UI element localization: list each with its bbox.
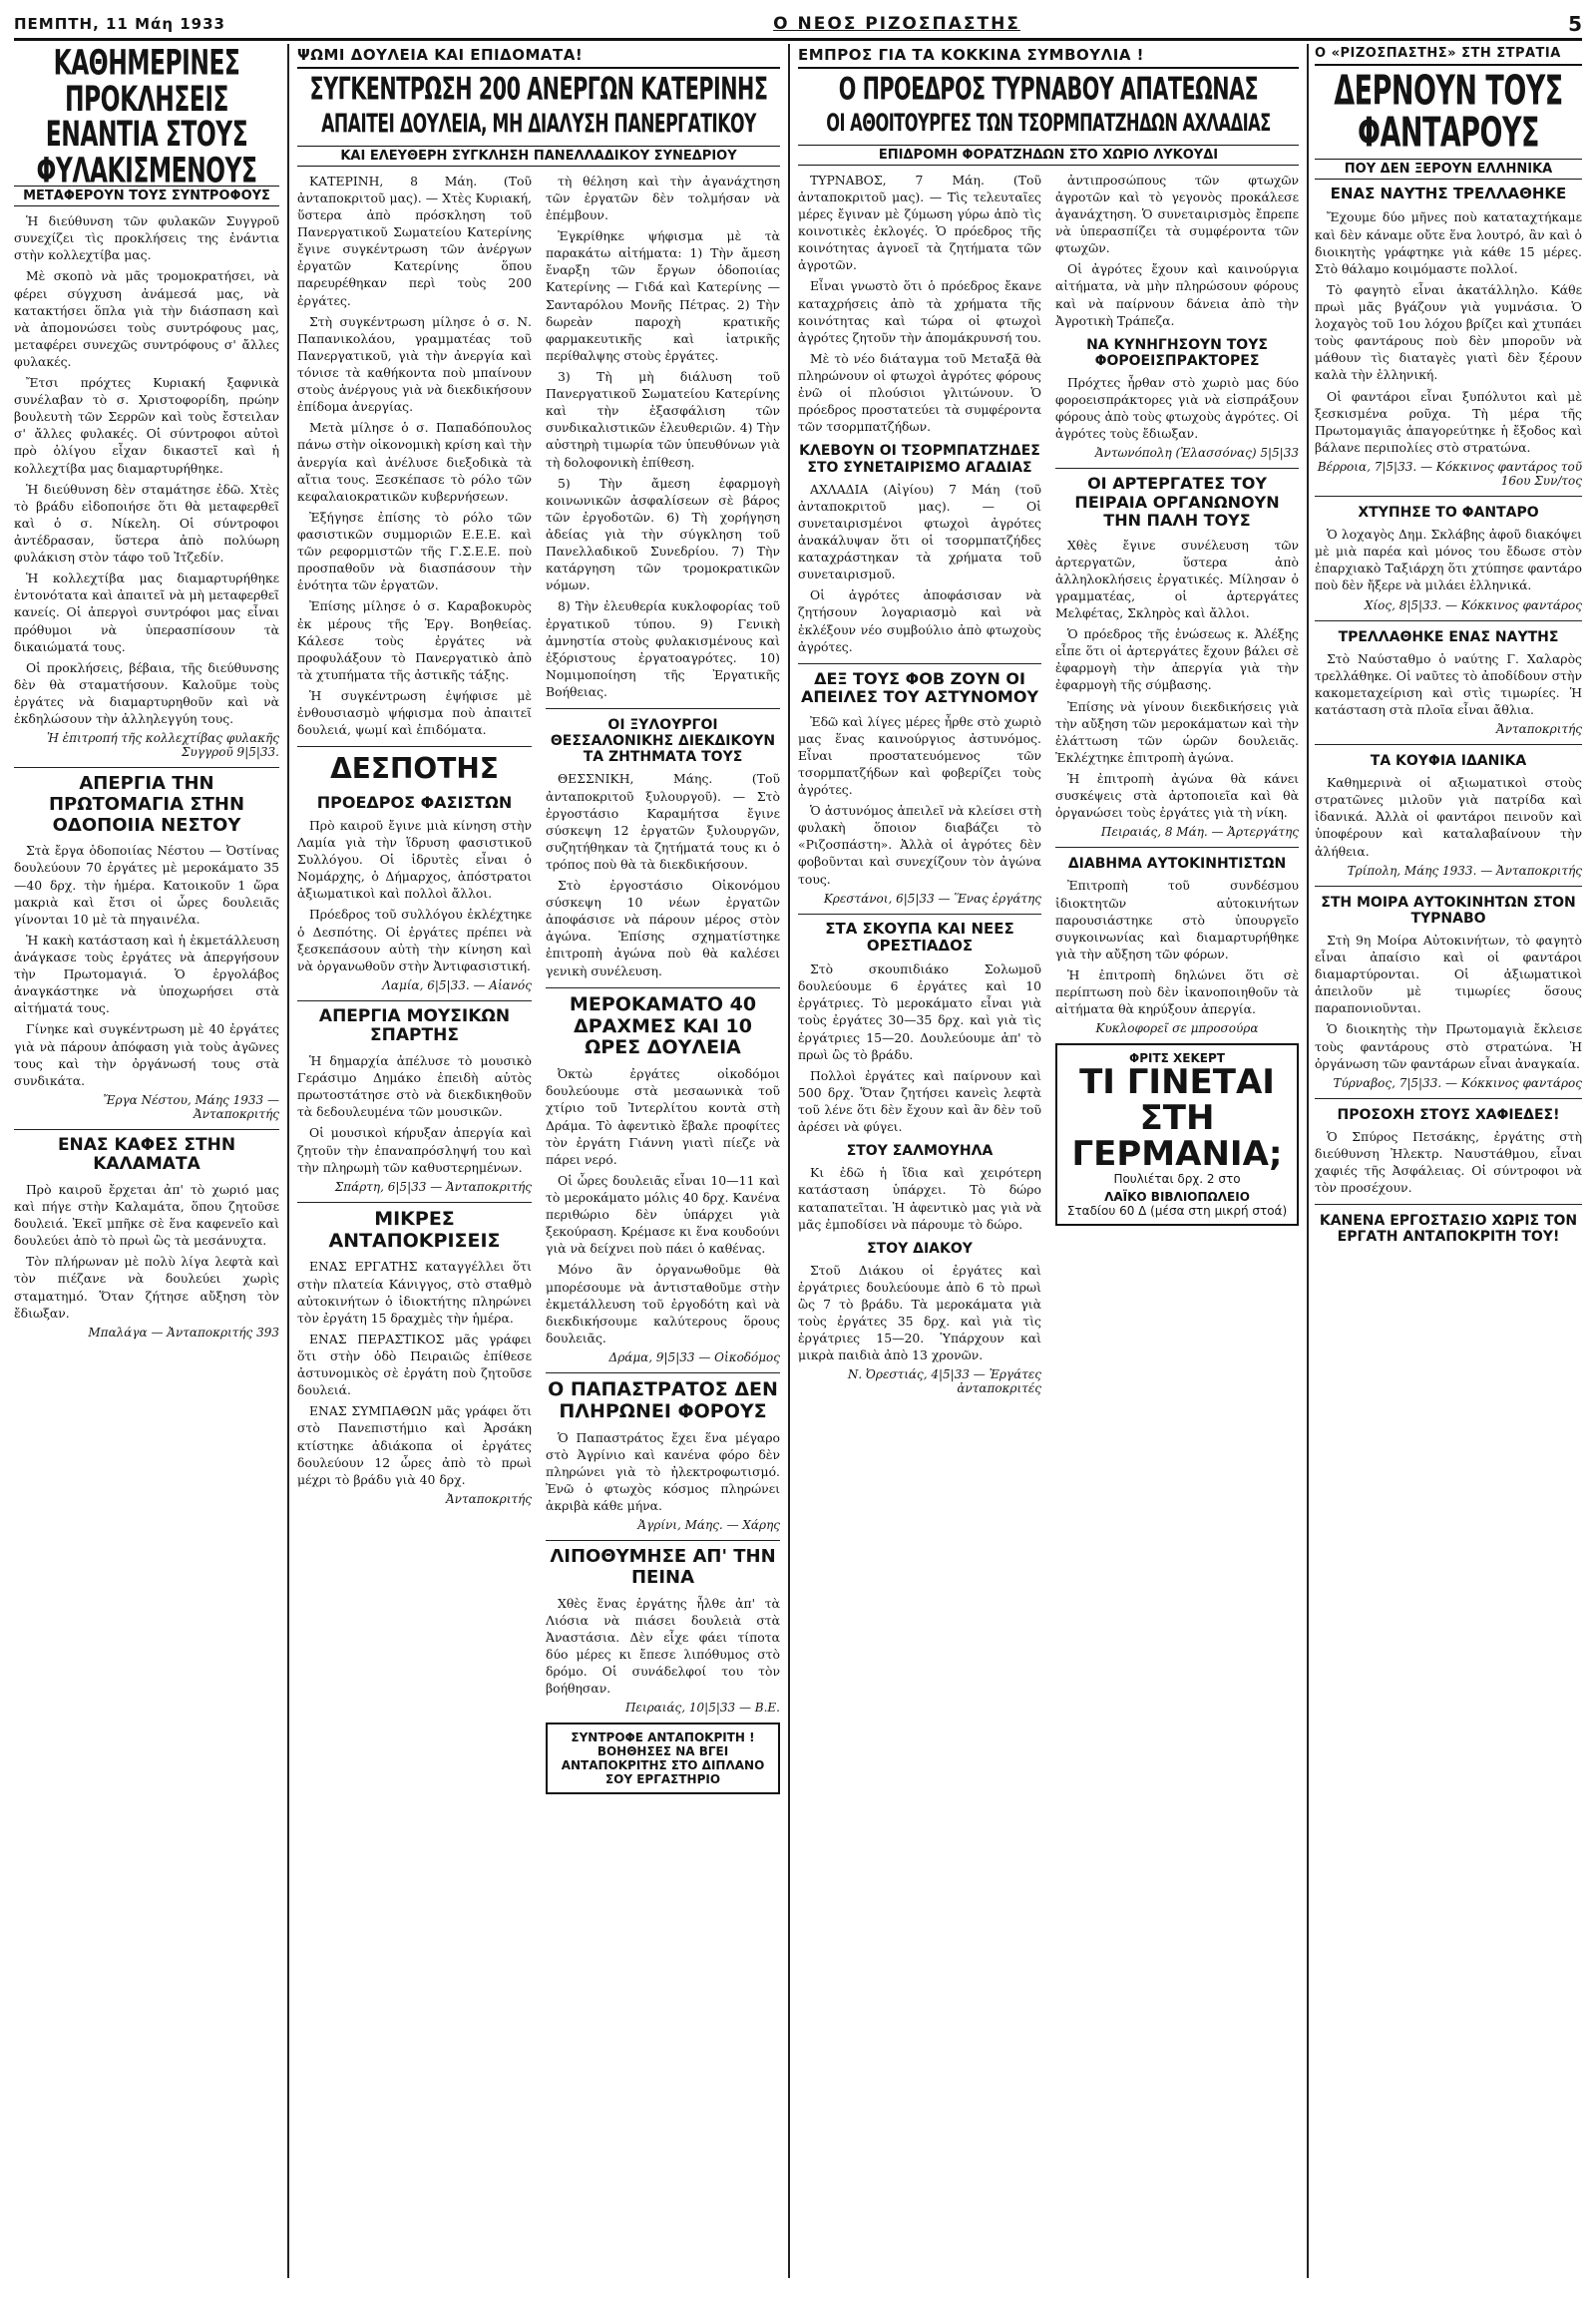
article-text: ἀντιπροσώπους τῶν φτωχῶν ἀγροτῶν καὶ τὸ γεγονὸς προκάλεσε ἀγανάχτηση. Ὁ συνεταιρισμὸς ἔπρεπε νὰ ὑπερασπίζει τὰ συμφέροντα τῶν φτωχῶν. xyxy=(1055,172,1299,256)
article-text: Ἡ διεύθυνση δὲν σταμάτησε ἐδῶ. Χτὲς τὸ βράδυ εἰδοποιήσε ὅτι θὰ μεταφερθεῖ καὶ ὁ σ. Νίκελη. Οἱ σύντροφοι ἀντέδρασαν, ὕστερα ἀπὸ πολύωρη φυλάκιση στὸν τάφο τοῦ Ἰτζεδίν. xyxy=(14,481,279,566)
article-text: Ἡ συγκέντρωση ἐψήφισε μὲ ἐνθουσιασμὸ ψήφισμα ποὺ ἀπαιτεῖ δουλειά, ψωμί καὶ ἐπιδόματα. xyxy=(297,688,532,738)
divider xyxy=(1055,468,1299,469)
column-6 xyxy=(1315,44,1582,2278)
headline-kalamata: ΕΝΑΣ ΚΑΦΕΣ ΣΤΗΝ ΚΑΛΑΜΑΤΑ xyxy=(57,1134,236,1175)
article-text: Στὰ ἔργα ὁδοποιίας Νέστου — Ὀστίνας δουλεύουν 70 ἐργάτες μὲ μεροκάματο 35—40 δρχ. τὴν ἡμέρα. Κατοικοῦν 1 ὥρα μακριὰ καὶ ἔτσι οἱ ὧρες δουλειᾶς γίνονται 10 μὲ τὰ πηγαινέλα. xyxy=(14,843,279,927)
divider xyxy=(1055,847,1299,848)
headline-hollow-ideals: ΤΑ ΚΟΥΦΙΑ ΙΔΑΝΙΚΑ xyxy=(1370,753,1527,770)
article-text: ΕΝΑΣ ΠΕΡΑΣΤΙΚΟΣ μᾶς γράφει ὅτι στὴν ὁδὸ Πειραιῶς ἐπίθεσε ἀστυνομικὸς σὲ ἐργάτη ποὺ ζητοῦσε δουλειά. xyxy=(297,1331,532,1398)
subhead-transfer: ΜΕΤΑΦΕΡΟΥΝ ΤΟΥΣ ΣΥΝΤΡΟΦΟΥΣ xyxy=(14,186,279,206)
article-text: Στὸ Ναύσταθμο ὁ ναύτης Γ. Χαλαρὸς τρελλάθηκε. Οἱ ναῦτες τὸ ἀποδίδουν στὴν κακομεταχείριση καὶ στὶς τιμωρίες. Ἡ κατάσταση στὰ πλοῖα εἶναι ἄθλια. xyxy=(1315,650,1582,717)
byline: Τύρναβος, 7|5|33. — Κόκκινος φαντάρος xyxy=(1333,1075,1582,1090)
article-text: Ἡ κακὴ κατάσταση καὶ ἡ ἐκμετάλλευση ἀνάγκασε τοὺς ἐργάτες νὰ ἀπεργήσουν τὴν Πρωτομαγιά. Ὁ ἐργολάβος ἀναγκάστηκε νὰ ὑποχωρήσει στὰ αἰτήματά τους. xyxy=(14,932,279,1016)
headline-drivers: ΔΙΑΒΗΜΑ ΑΥΤΟΚΙΝΗΤΙΣΤΩΝ xyxy=(1067,856,1287,873)
article-text: Ὁ ἀστυνόμος ἀπειλεῖ νὰ κλείσει στὴ φυλακὴ ὅποιον διαβάζει τὸ «Ριζοσπάστη». Ἀλλὰ οἱ ἀγρότες δὲν φοβοῦνται καὶ συνεχίζουν τὸν ἀγώνα τους. xyxy=(798,803,1041,887)
subhead-no-greek: ΠΟΥ ΔΕΝ ΞΕΡΟΥΝ ΕΛΛΗΝΙΚΑ xyxy=(1315,159,1582,180)
article-text: Στὸ ἐργοστάσιο Οἰκονόμου σύσκεψη 10 νέων ἐργατῶν ἀποφάσισε νὰ πάρουν μέρος στὸν ἀγώνα. Ἐπίσης σχηματίστηκε ἐπιτροπὴ ἀγώνα ποὺ θὰ καλέσει γενικὴ συνέλευση. xyxy=(546,878,780,978)
article-text: Πρὸ καιροῦ ἔγινε μιὰ κίνηση στὴν Λαμία γιὰ τὴν ἵδρυση φασιστικοῦ Συλλόγου. Οἱ ἱδρυτὲς εἶναι ὁ Νομάρχης, ὁ Δήμαρχος, ἀπόστρατοι ἀξιωματικοὶ καὶ πολλοὶ ἄλλοι. xyxy=(297,817,532,902)
headline-motor-unit: ΣΤΗ ΜΟΙΡΑ ΑΥΤΟΚΙΝΗΤΩΝ ΣΤΟΝ ΤΥΡΝΑΒΟ xyxy=(1321,894,1576,927)
article-text: Ἐπίσης μίλησε ὁ σ. Καραβοκυρὸς ἐκ μέρους τῆς Ἐργ. Βοηθείας. Κάλεσε τοὺς ἐργάτες νὰ προφυλάξουν τὸ Πανεργατικὸ ἀπὸ τὰ χτυπήματα τῆς ἀστικῆς τάξης. xyxy=(297,598,532,682)
issue-date: ΠΕΜΠΤΗ, 11 Μάη 1933 xyxy=(14,15,225,33)
headline-police-threats: ΔΕΞ ΤΟΥΣ ΦΟΒ ΖΟΥΝ ΟΙ ΑΠΕΙΛΕΣ ΤΟΥ ΑΣΤΥΝΟΜΟΥ xyxy=(800,668,1039,707)
article-text: Ἔχουμε δύο μῆνες ποὺ καταταχτήκαμε καὶ δὲν κάναμε οὔτε ἕνα λουτρό, ἂν καὶ ὁ διοικητὴς γράφτηκε γιὰ κάθε 15 μέρες. Στὸ θάλαμο κοιμόμαστε πολλοί. xyxy=(1315,209,1582,276)
column-rule xyxy=(788,44,790,2278)
article-text: Πρόχτες ἦρθαν στὸ χωριὸ μας δύο φοροεισπράκτορες γιὰ νὰ εἰσπράξουν φόρους ἀπὸ τοὺς φτωχοὺς ἀγρότες. Οἱ ἀγρότες τοὺς ἔδιωξαν. xyxy=(1055,374,1299,442)
headline-achladia: ΟΙ ΑΘΟΙΤΟΥΡΓΕΣ ΤΩΝ ΤΣΟΡΜΠΑΤΖΗΔΩΝ ΑΧΛΑΔΙΑΣ xyxy=(826,109,1271,139)
correspondent-appeal-box: ΣΥΝΤΡΟΦΕ ΑΝΤΑΠΟΚΡΙΤΗ ! ΒΟΗΘΗΣΕΣ ΝΑ ΒΓΕΙ ΑΝΤΑΠΟΚΡΙΤΗΣ ΣΤΟ ΔΙΠΛΑΝΟ ΣΟΥ ΕΡΓΑΣΤΗΡΙΟ xyxy=(546,1723,780,1794)
article-text: Εἶναι γνωστὸ ὅτι ὁ πρόεδρος ἔκανε καταχρήσεις ἀπὸ τὰ χρήματα τῆς κοινότητας καὶ τώρα οἱ φτωχοὶ ἀγρότες ζητοῦν τὴν ἀπομάκρυνσή του. xyxy=(798,278,1041,345)
article-text: 5) Τὴν ἄμεση ἐφαρμογὴ κοινωνικῶν ἀσφαλίσεων σὲ βάρος τῶν ἐργοδοτῶν. 6) Τὴ χορήγηση ἀδείας γιὰ τὴν σύγκληση τοῦ Πανελλαδικοῦ Συνεδρίου. 7) Τὴν κατάργηση τῶν τρομοκρατικῶν νόμων. xyxy=(546,475,780,593)
headline-musicians-strike: ΑΠΕΡΓΙΑ ΜΟΥΣΙΚΩΝ ΣΠΑΡΤΗΣ xyxy=(318,1005,511,1046)
article-text: Ἐπίσης νὰ γίνουν διεκδικήσεις γιὰ τὴν αὔξηση τῶν μεροκάματων καὶ τὴν ἐλάττωση τῶν ὡρῶν δουλειᾶς. Ἐκλέχτηκε ἐπιτροπὴ ἀγώνα. xyxy=(1055,698,1299,765)
article-text: Γίνηκε καὶ συγκέντρωση μὲ 40 ἐργάτες γιὰ νὰ πάρουν ἀπόφαση γιὰ τοὺς ἀγῶνες τους καὶ τὴν ὀργάνωσή τους στὰ συνδικάτα. xyxy=(14,1021,279,1088)
article-text: Ὁ πρόεδρος τῆς ἑνώσεως κ. Ἀλέξης εἶπε ὅτι οἱ ἀρτεργάτες ἔχουν βάλει σὲ ἐφαρμογὴ τὴν ἀπεργία γιὰ τὴν ἐφαρμογὴ τῆς σύμβασης. xyxy=(1055,626,1299,693)
byline: Χίος, 8|5|33. — Κόκκινος φαντάρος xyxy=(1364,597,1582,612)
article-text: Τὸ φαγητὸ εἶναι ἀκατάλληλο. Κάθε πρωὶ μᾶς βγάζουν γιὰ γυμνάσια. Ὁ λοχαγὸς τοῦ 1ου λόχου βρίζει καὶ χτυπάει τοὺς φαντάρους ποὺ δὲν μποροῦν νὰ μάθουν τὶς διαταγὲς γιατὶ δὲν ξέρουν καλὰ τὴν ἑλληνική. xyxy=(1315,281,1582,383)
headline-bishop: ΔΕΣΠΟΤΗΣ xyxy=(330,752,499,786)
byline: Πειραιάς, 10|5|33 — Β.Ε. xyxy=(624,1701,780,1716)
article-text: τὴ θέληση καὶ τὴν ἀγανάχτηση τῶν ἐργατῶν δὲν τολμήσαν νὰ ἐπέμβουν. xyxy=(546,173,780,223)
byline: Ἀντωνόπολη (Ἐλασσόνας) 5|5|33 xyxy=(1094,446,1299,461)
ad-author: ΦΡΙΤΣ ΧΕΚΕΡΤ xyxy=(1129,1051,1225,1066)
article-text: Ἡ διεύθυνση τῶν φυλακῶν Συγγροῦ συνεχίζει τὶς προκλήσεις της ἐνάντια στὴν κολλεχτίβα μας. xyxy=(14,213,279,263)
byline: Πειραιάς, 8 Μάη. — Ἀρτεργάτης xyxy=(1100,825,1299,840)
divider xyxy=(546,1540,780,1541)
divider xyxy=(546,708,780,709)
article-text: Ἔτσι πρόχτες Κυριακή ξαφνικὰ συνέλαβαν τὸ σ. Χριστοφορίδη, πρώην βουλευτὴ τῶν Σερρῶν καὶ τοὺς ἔστειλαν σ' ἄλλες φυλακές. Οἱ σύντροφοι αὐτοὶ πρὸ ὀλίγου εἶχαν δικαστεῖ καὶ ἡ κολλεχτίβα μας διαμαρτυρήθηκε. xyxy=(14,375,279,476)
article-text: Οἱ ὧρες δουλειᾶς εἶναι 10—11 καὶ τὸ μεροκάματο μόλις 40 δρχ. Κανένα περιθώριο δὲν ὑπάρχει γιὰ ξεκούραση. Κρέμασε κι ἕνα κουδούνι γιὰ νὰ δείχνει ποὺ πάει ὁ καθένας. xyxy=(546,1172,780,1257)
divider xyxy=(1315,1204,1582,1205)
article-text: Πρὸ καιροῦ ἔρχεται ἀπ' τὸ χωριό μας καὶ πήγε στὴν Καλαμάτα, ὅπου ζητοῦσε δουλειά. Ἐκεῖ μπῆκε σὲ ἕνα καφενεῖο καὶ δουλεύει ἀπὸ τὸ πρωὶ ὣς τὰ μεσάνυχτα. xyxy=(14,1181,279,1249)
headline-cooperative: ΚΛΕΒΟΥΝ ΟΙ ΤΣΟΡΜΠΑΤΖΗΔΕΣ ΣΤΟ ΣΥΝΕΤΑΙΡΙΣΜΟ ΑΓΑΔΙΑΣ xyxy=(799,443,1040,476)
divider xyxy=(297,1000,532,1001)
column-rule xyxy=(287,44,289,2278)
brochure-note: Κυκλοφορεῖ σε μπροσούρα xyxy=(1095,1021,1259,1036)
headline-carpenters: ΟΙ ΞΥΛΟΥΡΓΟΙ ΘΕΣΣΑΛΟΝΙΚΗΣ ΔΙΕΚΔΙΚΟΥΝ ΤΑ ΖΗΤΗΜΑΤΑ ΤΟΥΣ xyxy=(550,717,776,766)
article-text: Οἱ ἀγρότες ἔχουν καὶ καινούργια αἰτήματα, νὰ μὴν πληρώσουν φόρους καὶ νὰ παίρνουν δάνεια ἀπὸ τὴν Ἀγροτικὴ Τράπεζα. xyxy=(1055,261,1299,328)
headline-orestiada: ΣΤΑ ΣΚΟΥΠΑ ΚΑΙ ΝΕΕΣ ΟΡΕΣΤΙΑΔΟΣ xyxy=(825,919,1014,955)
article-text: Χθὲς ἕνας ἐργάτης ἦλθε ἀπ' τὰ Λιόσια νὰ πιάσει δουλειὰ στὰ Ἀναστάσια. Δὲν εἶχε φάει τίποτα δύο μέρες κι ἔπεσε λιπόθυμος στὸ δρόμο. Οἱ συνάδελφοί του τὸν βοήθησαν. xyxy=(546,1595,780,1697)
article-text: ΚΑΤΕΡΙΝΗ, 8 Μάη. (Τοῦ ἀνταποκριτοῦ μας). — Χτὲς Κυριακή, ὕστερα ἀπὸ πρόσκληση τοῦ Πανεργατικοῦ Σωματείου Κατερίνης ἔγινε συγκέντρωση τῶν ἀνέργων ἐργατῶν Κατερίνης ὅπου παρευρέθηκαν περὶ τοὺς 200 ἐργάτες. xyxy=(297,173,532,308)
divider xyxy=(1315,620,1582,621)
article-text: Ἐγκρίθηκε ψήφισμα μὲ τὰ παρακάτω αἰτήματα: 1) Τὴν ἄμεση ἔναρξη τῶν ἔργων ὁδοποιίας Κατερίνης — Γιδά καὶ Κατερίνης — Σανταρόλου Μονῆς Πέτρας. 2) Τὴν δωρεὰν παροχὴ κρατικῆς φαρμακευτικῆς καὶ ἰατρικῆς περίθαλψης στοὺς ἐργάτες. xyxy=(546,228,780,363)
divider xyxy=(1315,496,1582,497)
article-text: Ἡ κολλεχτίβα μας διαμαρτυρήθηκε ἐντονότατα καὶ ἀπαιτεῖ νὰ μὴ μεταφερθεῖ κανείς. Οἱ ἀπεργοὶ συντρόφοι μας εἶναι πρόθυμοι νὰ ὑπερασπίσουν τὰ δικαιώματά τους. xyxy=(14,571,279,654)
article-text: Μετὰ μίλησε ὁ σ. Παπαδόπουλος πάνω στὴν οἰκονομικὴ κρίση καὶ τὴν ἀνεργία καὶ ἀνέλυσε διεξοδικὰ τὰ αἴτια τους. Ξεσκέπασε τὸ ρόλο τῶν κεφαλαιοκρατικῶν κυβερνήσεων. xyxy=(297,420,532,504)
article-text: ΤΥΡΝΑΒΟΣ, 7 Μάη. (Τοῦ ἀνταποκριτοῦ μας). — Τὶς τελευταῖες μέρες ἔγιναν μὲ ζύμωση γύρω ἀπὸ τὶς κοινοτικὲς ἐκλογές. Ὁ πρόεδρος τῆς κοινότητας ἀγνοεῖ τὰ ζητήματα τῶν ἀγροτῶν. xyxy=(798,172,1041,273)
masthead xyxy=(14,10,1582,41)
divider xyxy=(14,1129,279,1130)
article-text: Ἐδῶ καὶ λίγες μέρες ἦρθε στὸ χωριὸ μας ἕνας καινούργιος ἀστυνόμος. Εἶναι προστατευόμενος τῶν τσορμπατζήδων καὶ φοβερίζει τοὺς ἀγρότες. xyxy=(798,713,1041,797)
article-text: Ὁ λοχαγὸς Δημ. Σκλάβης ἀφοῦ διακόψει μὲ μιὰ παρέα καὶ μόνος του ἔδωσε στὸν ἐπαρχιακὸ Ταξιάρχη ὅτι χτύπησε φαντάρο ποὺ δὲν ἤξερε νὰ μιλάει ἑλληνικά. xyxy=(1315,527,1582,593)
article-text: Ἡ ἐπιτροπὴ δηλώνει ὅτι σὲ περίπτωση ποὺ δὲν ἱκανοποιηθοῦν τὰ αἰτήματα θὰ κηρύξουν ἀπεργία. xyxy=(1055,966,1299,1017)
byline: Ἡ ἐπιτροπή τῆς κολλεχτίβας φυλακῆς Συγγροῦ 9|5|33. xyxy=(46,731,279,760)
column-4 xyxy=(798,172,1041,1402)
byline: Σπάρτη, 6|5|33 — Ἀνταποκριτής xyxy=(334,1179,532,1194)
article-text: Μὲ σκοπὸ νὰ μᾶς τρομοκρατήσει, νὰ φέρει σύγχυση ἀνάμεσά μας, νὰ κατακτήσει ὅπλα γιὰ τὴν διάσπαση καὶ νὰ ἀπομονώσει τοὺς συντρόφους μας, μεταφέρει συνεχῶς συντρόφους σ' ἄλλες φυλακές. xyxy=(14,268,279,369)
divider xyxy=(798,663,1041,664)
headline-short-reports: ΜΙΚΡΕΣ ΑΝΤΑΠΟΚΡΙΣΕΙΣ xyxy=(328,1207,501,1252)
ad-title: ΤΙ ΓΙΝΕΤΑΙ ΣΤΗ ΓΕΡΜΑΝΙΑ; xyxy=(1071,1062,1283,1174)
headline-katerini: ΣΥΓΚΕΝΤΡΩΣΗ 200 ΑΝΕΡΓΩΝ ΚΑΤΕΡΙΝΗΣ xyxy=(309,72,768,108)
slogan-factory-correspondent: ΚΑΝΕΝΑ ΕΡΓΟΣΤΑΣΙΟ ΧΩΡΙΣ ΤΟΝ ΕΡΓΑΤΗ ΑΝΤΑΠΟΚΡΙΤΗ ΤΟΥ! xyxy=(1319,1213,1578,1246)
byline: Μπαλάγα — Ἀνταποκριτής 393 xyxy=(88,1325,279,1340)
newspaper-name: Ο ΝΕΟΣ ΡΙΖΟΣΠΑΣΤΗΣ xyxy=(773,14,1020,34)
headline-provocations: ΚΑΘΗΜΕΡΙΝΕΣ ΠΡΟΚΛΗΣΕΙΣ ΕΝΑΝΤΙΑ ΣΤΟΥΣ ΦΥΛΑΚΙΣΜΕΝΟΥΣ xyxy=(36,44,257,191)
article-text: Πολλοὶ ἐργάτες καὶ παίρνουν καὶ 500 δρχ. Ὅταν ζητήσει κανεὶς λεφτὰ τοῦ λένε ὅτι δὲν ἔχουν καὶ ἂν δὲν τοῦ ἀρέσει νὰ φύγει. xyxy=(798,1067,1041,1135)
divider xyxy=(798,914,1041,915)
article-text: Τὸν πλήρωναν μὲ πολὺ λίγα λεφτὰ καὶ τὸν πιέζανε νὰ δουλεύει χωρὶς σταματημό. Ὅταν ζήτησε αὔξηση τὸν ἔδιωξαν. xyxy=(14,1254,279,1321)
headline-sailor-mad: ΕΝΑΣ ΝΑΥΤΗΣ ΤΡΕΛΛΑΘΗΚΕ xyxy=(1330,185,1567,203)
divider xyxy=(297,746,532,747)
column-2 xyxy=(297,173,532,1802)
headline-bakers: ΟΙ ΑΡΤΕΡΓΑΤΕΣ ΤΟΥ ΠΕΙΡΑΙΑ ΟΡΓΑΝΩΝΟΥΝ ΤΗΝ ΠΑΛΗ ΤΟΥΣ xyxy=(1074,474,1280,531)
article-text: Ἐπιτροπὴ τοῦ συνδέσμου ἰδιοκτητῶν αὐτοκινήτων παρουσιάστηκε στὸ ὑπουργεῖο συγκοινωνίας καὶ διαμαρτυρήθηκε γιὰ τὴν αὔξηση τῶν φόρων. xyxy=(1055,878,1299,961)
article-text: Ἡ δημαρχία ἀπέλυσε τὸ μουσικὸ Γεράσιμο Δημάκο ἐπειδὴ αὐτὸς πρωτοστάτησε στὸ νὰ διεκδικηθοῦν τὰ δεδουλευμένα τῶν μουσικῶν. xyxy=(297,1052,532,1120)
page-number: 5 xyxy=(1568,12,1582,36)
ad-shop: ΛΑΪΚΟ ΒΙΒΛΙΟΠΩΛΕΙΟ xyxy=(1104,1190,1250,1205)
article-text: Ἡ ἐπιτροπὴ ἀγώνα θὰ κάνει συσκέψεις στὰ ἀρτοποιεῖα καὶ θὰ ὀργανώσει τοὺς ἐργάτες γιὰ τὴ νίκη. xyxy=(1055,771,1299,821)
article-text: 8) Τὴν ἐλευθερία κυκλοφορίας τοῦ ἐργατικοῦ τύπου. 9) Γενικὴ ἀμνηστία στοὺς φυλακισμένους καὶ ἐξόριστους ἐργατοαγρότες. 10) Νομιμοποίηση τῆς Ἐργατικῆς Βοήθειας. xyxy=(546,598,780,699)
article-text: Στοῦ Διάκου οἱ ἐργάτες καὶ ἐργάτριες δουλεύουμε ἀπὸ 6 τὸ πρωὶ ὣς 7 τὸ βράδυ. Τὰ μεροκάματα γιὰ τοὺς ἐργάτες 35 δρχ. καὶ γιὰ τὶς ἐργάτριες 15—20. Ὑπάρχουν καὶ μικρὰ παιδιὰ ἀπὸ 13 χρονῶν. xyxy=(798,1262,1041,1363)
kicker-bread-work: ΨΩΜΙ ΔΟΥΛΕΙΑ ΚΑΙ ΕΠΙΔΟΜΑΤΑ! xyxy=(297,44,780,69)
column-2-3 xyxy=(297,44,780,2278)
article-text: Μὲ τὸ νέο διάταγμα τοῦ Μεταξᾶ θὰ πληρώνουν οἱ φτωχοὶ ἀγρότες φόρους ἐνῶ οἱ πλούσιοι γλιτώνουν. Ὁ πρόεδρος προστατεύει τὰ συμφέροντα τῶν τσορμπατζήδων. xyxy=(798,350,1041,435)
headline-beating-soldiers: ΔΕΡΝΟΥΝ ΤΟΥΣ ΦΑΝΤΑΡΟΥΣ xyxy=(1334,67,1563,157)
subhead-fascist-president: ΠΡΟΕΔΡΟΣ ΦΑΣΙΣΤΩΝ xyxy=(316,792,513,812)
subhead-diakou: ΣΤΟΥ ΔΙΑΚΟΥ xyxy=(867,1240,973,1257)
headline-tax-collectors: ΝΑ ΚΥΝΗΓΗΣΟΥΝ ΤΟΥΣ ΦΟΡΟΕΙΣΠΡΑΚΤΟΡΕΣ xyxy=(1086,336,1268,369)
byline: Ἔργα Νέστου, Μάης 1933 — Ἀνταποκριτής xyxy=(103,1092,279,1121)
divider xyxy=(297,1202,532,1203)
subhead-lykoudi: ΕΠΙΔΡΟΜΗ ΦΟΡΑΤΖΗΔΩΝ ΣΤΟ ΧΩΡΙΟ ΛΥΚΟΥΔΙ xyxy=(798,145,1299,166)
byline: Βέρροια, 7|5|33. — Κόκκινος φαντάρος τοῦ 16ου Συν/τος xyxy=(1317,459,1582,488)
article-text: Οἱ φαντάροι εἶναι ξυπόλυτοι καὶ μὲ ξεσκισμένα ροῦχα. Τὴ μέρα τῆς Πρωτομαγιᾶς ἀπαγορεύτηκε ἡ ἔξοδος καὶ βάλανε περιπολίες στὸ στρατώνα. xyxy=(1315,388,1582,455)
article-text: Οἱ προκλήσεις, βέβαια, τῆς διεύθυνσης δὲν θὰ σταματήσουν. Καλοῦμε τοὺς ἐργάτες νὰ διαμαρτυρηθοῦν καὶ νὰ ἐκδηλώσουν τὴν ἀλληλεγγύη τους. xyxy=(14,659,279,727)
kicker-army: Ο «ΡΙΖΟΣΠΑΣΤΗΣ» ΣΤΗ ΣΤΡΑΤΙΑ xyxy=(1315,44,1582,66)
byline: Ἀγρίνι, Μάης. — Χάρης xyxy=(637,1518,780,1533)
article-text: Καθημερινὰ οἱ αξιωματικοὶ στοὺς στρατῶνες μιλοῦν γιὰ πατρίδα καὶ ἰδανικά. Ἀλλὰ οἱ φαντάροι πεινοῦν καὶ ὑποφέρουν καὶ καταλαβαίνουν τὴν ἀλήθεια. xyxy=(1315,775,1582,859)
ad-address: Σταδίου 60 Δ (μέσα στη μικρή στοά) xyxy=(1066,1204,1288,1219)
byline: Τρίπολη, Μάης 1933. — Ἀνταποκριτής xyxy=(1347,863,1582,878)
column-3 xyxy=(546,173,780,1802)
divider xyxy=(546,987,780,988)
book-ad-box xyxy=(1055,1043,1299,1226)
headline-informers: ΠΡΟΣΟΧΗ ΣΤΟΥΣ ΧΑΦΙΕΔΕΣ! xyxy=(1337,1106,1560,1123)
headline-tyrnavos: Ο ΠΡΟΕΔΡΟΣ ΤΥΡΝΑΒΟΥ ΑΠΑΤΕΩΝΑΣ xyxy=(838,72,1259,108)
column-rule xyxy=(1307,44,1309,2278)
divider xyxy=(1315,744,1582,745)
article-text: Πρόεδρος τοῦ συλλόγου ἐκλέχτηκε ὁ Δεσπότης. Οἱ ἐργάτες πρέπει νὰ ξεσκεπάσουν αὐτὴ τὴν κίνηση καὶ νὰ ὀργανωθοῦν στὴν Ἀντιφασιστική. xyxy=(297,907,532,973)
article-text: ΑΧΛΑΔΙΑ (Αἰγίου) 7 Μάη (τοῦ ἀνταποκριτοῦ μας). — Οἱ συνεταιρισμένοι φτωχοὶ ἀγρότες ἀνακάλυψαν ὅτι οἱ τσορμπατζήδες καταχράστηκαν τὰ χρήματα τοῦ συνεταιρισμοῦ. xyxy=(798,481,1041,582)
article-text: Χθὲς ἔγινε συνέλευση τῶν ἀρτεργατῶν, ὕστερα ἀπὸ ἀλληλοκλήσεις ἐργατικές. Μίλησαν ὁ γραμματέας, οἱ ἀρτεργάτες Μελφέτας, Σκληρὸς καὶ ἄλλοι. xyxy=(1055,537,1299,621)
article-text: Οἱ μουσικοὶ κήρυξαν ἀπεργία καὶ ζητοῦν τὴν ἐπαναπρόσληψή του καὶ τὴν πληρωμὴ τῶν καθυστερημένων. xyxy=(297,1125,532,1175)
article-text: ΕΝΑΣ ΕΡΓΑΤΗΣ καταγγέλλει ὅτι στὴν πλατεία Κάνιγγος, στὸ σταθμὸ αὐτοκινήτων ὁ ἰδιοκτήτης πληρώνει τὸν ἐργάτη 15 δραχμὲς τὴν ἡμέρα. xyxy=(297,1259,532,1326)
headline-katerini-2: ΑΠΑΙΤΕΙ ΔΟΥΛΕΙΑ, ΜΗ ΔΙΑΛΥΣΗ ΠΑΝΕΡΓΑΤΙΚΟΥ xyxy=(321,109,756,140)
subhead-salmouila: ΣΤΟΥ ΣΑΛΜΟΥΗΛΑ xyxy=(846,1143,994,1160)
article-text: Ὁ διοικητὴς τὴν Πρωτομαγιὰ ἔκλεισε τοὺς φαντάρους στὸ στρατώνα. Ἡ ὀργάνωση τῶν φαντάρων εἶναι ἀναγκαία. xyxy=(1315,1021,1582,1071)
ad-price: Πουλιέται δρχ. 2 στο xyxy=(1113,1172,1241,1187)
article-text: 3) Τὴ μὴ διάλυση τοῦ Πανεργατικοῦ Σωματείου Κατερίνης καὶ τὴν ἐξασφάλιση τῶν συνδικαλιστικῶν ἐλευθεριῶν. 4) Τὴν αὐστηρὴ τιμωρία τῶν ὑπευθύνων γιὰ τὴ δολοφονικὴ ἐπίθεση. xyxy=(546,369,780,470)
article-text: Ἐξήγησε ἐπίσης τὸ ρόλο τῶν φασιστικῶν συμμοριῶν Ε.Ε.Ε. καὶ τῶν ρεφορμιστῶν τῆς Γ.Σ.Ε.Ε. ποὺ προσπαθοῦν νὰ διασπάσουν τὴν ἑνότητα τῶν ἐργατῶν. xyxy=(297,509,532,593)
article-text: ΕΝΑΣ ΣΥΜΠΑΘΩΝ μᾶς γράφει ὅτι στὸ Πανεπιστήμιο καὶ Ἀρσάκη κτίστηκε ἀδιάκοπα οἱ ἐργάτες δουλεύουν 12 ὧρες ἀπὸ τὸ πρωὶ μέχρι τὸ βράδυ γιὰ 40 δρχ. xyxy=(297,1403,532,1487)
headline-sailor: ΤΡΕΛΛΑΘΗΚΕ ΕΝΑΣ ΝΑΥΤΗΣ xyxy=(1338,628,1559,645)
headline-nestos-strike: ΑΠΕΡΓΙΑ ΤΗΝ ΠΡΩΤΟΜΑΓΙΑ ΣΤΗΝ ΟΔΟΠΟΙΙΑ ΝΕΣΤΟΥ xyxy=(48,773,245,836)
column-1 xyxy=(14,44,279,2278)
article-text: Ὁ Σπύρος Πετσάκης, ἐργάτης στὴ διεύθυνση Ἠλεκτρ. Ναυστάθμου, εἶναι χαφιές τῆς Ἀσφάλειας. Οἱ σύντροφοι νὰ τὸν προσέχουν. xyxy=(1315,1128,1582,1196)
byline: Δράμα, 9|5|33 — Οἰκοδόμος xyxy=(608,1349,780,1364)
column-5 xyxy=(1055,172,1299,1402)
headline-papastratos: Ο ΠΑΠΑΣΤΡΑΤΟΣ ΔΕΝ ΠΛΗΡΩΝΕΙ ΦΟΡΟΥΣ xyxy=(548,1377,778,1422)
kicker-red-councils: ΕΜΠΡΟΣ ΓΙΑ ΤΑ ΚΟΚΚΙΝΑ ΣΥΜΒΟΥΛΙΑ ! xyxy=(798,44,1299,69)
divider xyxy=(1315,1098,1582,1099)
article-text: Στὸ σκουπιδιάκο Σολωμοῦ δουλεύουμε 6 ἐργάτες καὶ 10 ἐργάτριες. Τὸ μεροκάματο εἶναι γιὰ τοὺς ἐργάτες 30—35 δρχ. καὶ γιὰ τὶς ἐργάτριες 15—20. Δουλεύουμε ἀπ' τὸ πρωὶ ὣς τὸ βράδυ. xyxy=(798,961,1041,1062)
divider xyxy=(14,767,279,768)
byline: Ν. Ὀρεστιάς, 4|5|33 — Ἐργάτες ἀνταποκριτές xyxy=(847,1367,1041,1396)
headline-hunger: ΛΙΠΟΘΥΜΗΣΕ ΑΠ' ΤΗΝ ΠΕΙΝΑ xyxy=(550,1546,776,1588)
article-text: Κι ἐδῶ ἡ ἴδια καὶ χειρότερη κατάσταση ὑπάρχει. Τὸ δώρο καταπατεῖται. Ἡ ἀφεντικὸ μας γιὰ νὰ μᾶς ἐμποδίσει νὰ πάρουμε τὸ δώρο. xyxy=(798,1165,1041,1232)
subhead-congress: ΚΑΙ ΕΛΕΥΘΕΡΗ ΣΥΓΚΛΗΣΗ ΠΑΝΕΛΛΑΔΙΚΟΥ ΣΥΝΕΔΡΙΟΥ xyxy=(297,146,780,167)
divider xyxy=(546,1372,780,1373)
headline-hit-soldier: ΧΤΥΠΗΣΕ ΤΟ ΦΑΝΤΑΡΟ xyxy=(1358,504,1539,521)
column-4-5 xyxy=(798,44,1299,2278)
byline: Ἀνταποκριτής xyxy=(1496,722,1582,737)
headline-wage-40: ΜΕΡΟΚΑΜΑΤΟ 40 ΔΡΑΧΜΕΣ ΚΑΙ 10 ΩΡΕΣ ΔΟΥΛΕΙΑ xyxy=(569,992,757,1059)
article-text: Ὁ Παπαστράτος ἔχει ἕνα μέγαρο στὸ Ἀγρίνιο καὶ κανένα φόρο δὲν πληρώνει γιὰ τὸ ἠλεκτροφωτισμό. Ἐνῶ ὁ φτωχὸς κόσμος πληρώνει ἀκριβὰ κάθε μήνα. xyxy=(546,1429,780,1514)
byline: Ἀνταποκριτής xyxy=(446,1491,532,1506)
article-text: Ὀκτὼ ἐργάτες οἰκοδόμοι δουλεύουμε στὰ μεσαωνικὰ τοῦ χτίριο τοῦ Ἰντερλίτου κοντὰ στὴ Δράμα. Τὸ ἀφεντικὸ ἔβαλε προφίτες τὸν ἐργάτη Γιάννη γιατὶ πίεζε νὰ πάρει νερό. xyxy=(546,1066,780,1167)
article-text: Μόνο ἂν ὀργανωθοῦμε θὰ μπορέσουμε νὰ ἀντισταθοῦμε στὴν ἐκμετάλλευση τοῦ ἐργοδότη καὶ νὰ διεκδικήσουμε καλύτερους ὅρους δουλειᾶς. xyxy=(546,1262,780,1345)
byline: Κρεστάνοι, 6|5|33 — Ἕνας ἐργάτης xyxy=(823,891,1041,906)
article-text: ΘΕΣΣΝΙΚΗ, Μάης. (Τοῦ ἀνταποκριτοῦ ξυλουργοῦ). — Στὸ ἐργοστάσιο Καραμήτσα ἔγινε σύσκεψη 12 ἐργατῶν ξυλουργῶν, συζητήθηκαν τὰ ζητήματά τους κι ὁ τρόπος ποὺ θὰ τὰ διεκδικήσουν. xyxy=(546,771,780,872)
article-text: Στὴ συγκέντρωση μίλησε ὁ σ. Ν. Παπανικολάου, γραμματέας τοῦ Πανεργατικοῦ, γιὰ τὴν ἀνεργία καὶ τόνισε τὰ καθήκοντα ποὺ μπαίνουν στοὺς ἀνέργους γιὰ νὰ διεκδικήσουν ἐπίδομα ἀνεργίας. xyxy=(297,313,532,415)
divider xyxy=(1315,886,1582,887)
byline: Λαμία, 6|5|33. — Αἰανός xyxy=(382,977,532,992)
article-text: Στὴ 9η Μοίρα Αὐτοκινήτων, τὸ φαγητὸ εἶναι ἀπαίσιο καὶ οἱ φαντάροι διαμαρτύρονται. Οἱ ἀξιωματικοὶ ἀπειλοῦν μὲ τιμωρίες ὅσους παραπονιοῦνται. xyxy=(1315,932,1582,1016)
article-text: Οἱ ἀγρότες ἀποφάσισαν νὰ ζητήσουν λογαριασμὸ καὶ νὰ ἐκλέξουν νέο συμβούλιο ἀπὸ φτωχοὺς ἀγρότες. xyxy=(798,587,1041,654)
